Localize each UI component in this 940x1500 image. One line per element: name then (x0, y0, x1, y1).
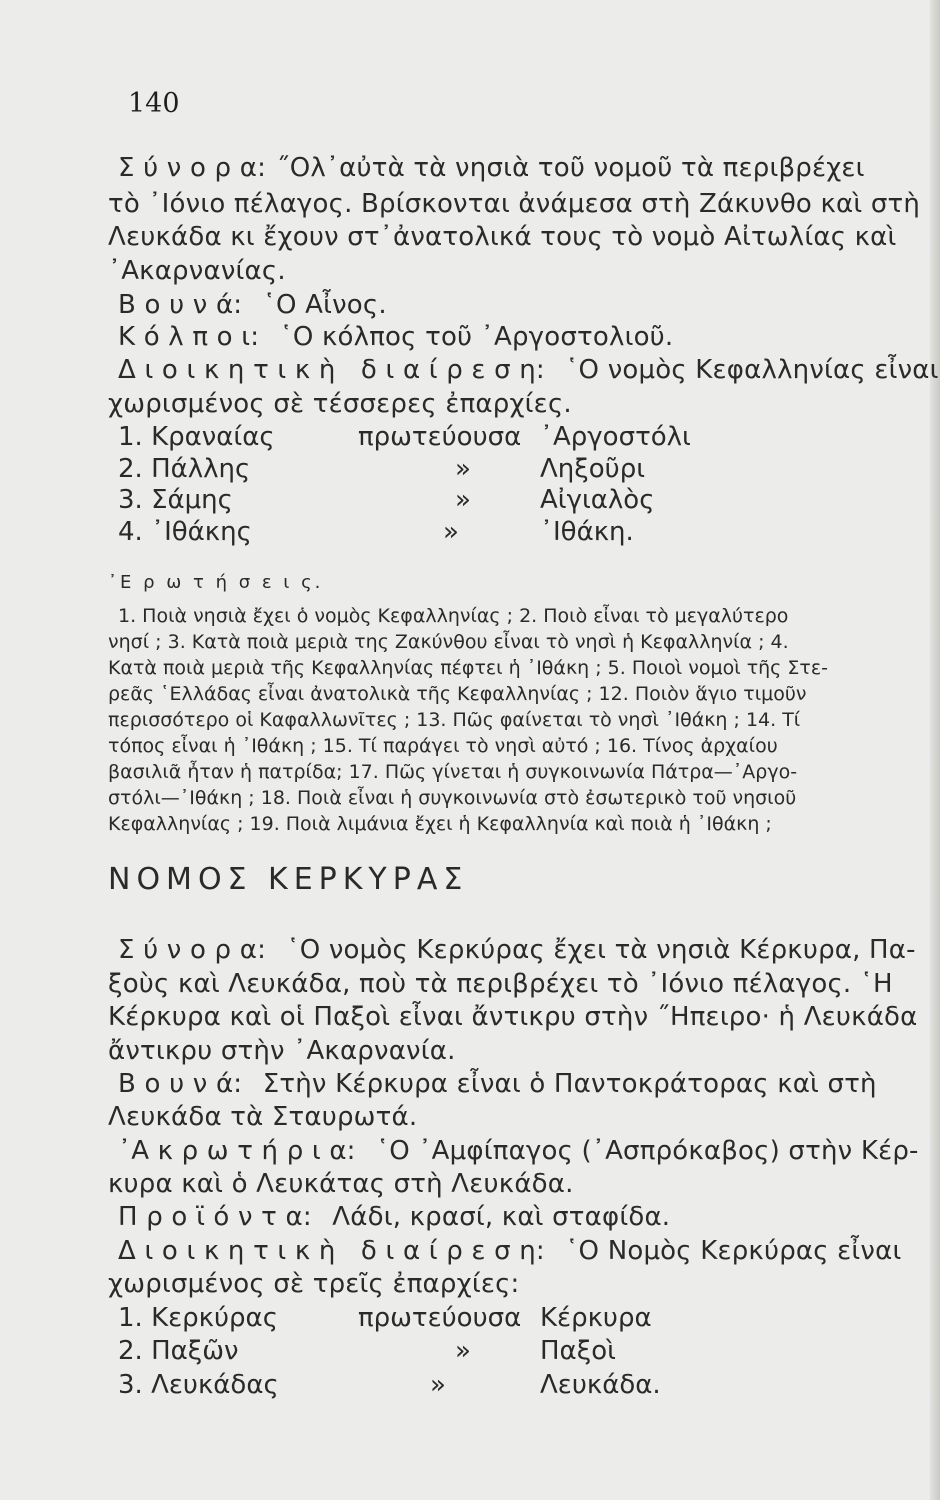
mountains-label: Β ο υ ν ά: (118, 1069, 243, 1099)
gulfs-value: ῾Ο κόλπος τοῦ ᾽Αργοστολιοῦ. (279, 322, 674, 352)
province-name: 4. ᾽Ιθάκης (118, 517, 252, 547)
question-line: νησί ; 3. Κατὰ ποιὰ μεριὰ της Ζακύνθου εἶναι τὸ νησὶ ἡ Κεφαλληνία ; 4. (108, 631, 789, 653)
question-line: βασιλιᾶ ἦταν ἡ πατρίδα; 17. Πῶς γίνεται ἡ συγκοινωνία Πάτρα—᾽Αργο- (108, 761, 798, 783)
section-heading: ΝΟΜΟΣ ΚΕΡΚΥΡΑΣ (108, 862, 469, 897)
province-name: 1. Κερκύρας (118, 1303, 278, 1333)
province-name: 1. Κραναίας (118, 422, 275, 452)
province-capital: Λευκάδα. (540, 1370, 661, 1400)
gulfs-label: Κ ό λ π ο ι: (118, 322, 260, 352)
kerkyra-province-row (0, 1370, 940, 1400)
products-label: Π ρ ο ϊ ό ν τ α: (118, 1202, 312, 1232)
kerkyra-admin-line-2: χωρισμένος σὲ τρεῖς ἐπαρχίες: (108, 1269, 520, 1299)
province-mid: » (455, 1336, 471, 1366)
question-line: 1. Ποιὰ νησιὰ ἔχει ὁ νομὸς Κεφαλληνίας ; 2. Ποιὸ εἶναι τὸ μεγαλύτερο (118, 605, 789, 627)
kefallinia-synopsis-line-2: τὸ ᾽Ιόνιο πέλαγος. Βρίσκονται ἀνάμεσα στὴ Ζάκυνθο καὶ στὴ (108, 189, 921, 219)
synopsis-text: ˝Ολ᾽αὐτὰ τὰ νησιὰ τοῦ νομοῦ τὰ περιβρέχει (276, 153, 865, 183)
province-mid: » (455, 454, 471, 484)
admin-label: Δ ι ο ι κ η τ ι κ ὴ δ ι α ί ρ ε σ η: (118, 1236, 545, 1266)
kerkyra-mountains (118, 1069, 877, 1099)
question-line: στόλι—᾽Ιθάκη ; 18. Ποιὰ εἶναι ἡ συγκοινωνία στὸ ἐσωτερικὸ τοῦ νησιοῦ (108, 787, 797, 809)
province-capital: Αἰγιαλὸς (540, 485, 655, 515)
kerkyra-synopsis-line-3: Κέρκυρα καὶ οἱ Παξοὶ εἶναι ἄντικρυ στὴν ˝Ηπειρο· ἡ Λευκάδα (108, 1002, 918, 1032)
capes-label: ᾽Α κ ρ ω τ ή ρ ι α: (118, 1136, 356, 1166)
kerkyra-mountains-line-2: Λευκάδα τὰ Σταυρωτά. (108, 1102, 418, 1132)
synopsis-label: Σ ύ ν ο ρ α: (118, 153, 267, 183)
admin-value: ῾Ο νομὸς Κεφαλληνίας εἶναι (565, 355, 939, 385)
mountains-value: Στὴν Κέρκυρα εἶναι ὁ Παντοκράτορας καὶ στὴ (262, 1069, 877, 1099)
question-line: περισσότερο οἱ Καφαλλωνῖτες ; 13. Πῶς φαίνεται τὸ νησὶ ᾽Ιθάκη ; 14. Τί (108, 709, 801, 731)
province-name: 3. Λευκάδας (118, 1370, 279, 1400)
kefallinia-synopsis-line-4: ᾽Ακαρνανίας. (108, 256, 286, 286)
kefallinia-province-row (0, 422, 940, 452)
kerkyra-synopsis-line-4: ἄντικρυ στὴν ᾽Ακαρνανία. (108, 1036, 456, 1066)
kerkyra-synopsis-line-2: ξοὺς καὶ Λευκάδα, ποὺ τὰ περιβρέχει τὸ ᾽Ιόνιο πέλαγος. ῾Η (108, 969, 893, 999)
page-number: 140 (128, 88, 180, 119)
kerkyra-products (118, 1202, 670, 1232)
mountains-label: Β ο υ ν ά: (118, 290, 243, 320)
province-mid: » (455, 485, 471, 515)
kefallinia-mountains (118, 290, 387, 320)
questions-label: ᾽Ε ρ ω τ ή σ ε ι ς. (108, 572, 324, 593)
kefallinia-province-row (0, 485, 940, 515)
question-line: ρεᾶς ῾Ελλάδας εἶναι ἀνατολικὰ τῆς Κεφαλληνίας ; 12. Ποιὸν ἅγιο τιμοῦν (108, 683, 807, 705)
admin-label: Δ ι ο ι κ η τ ι κ ὴ δ ι α ί ρ ε σ η: (118, 355, 545, 385)
synopsis-text: ῾Ο νομὸς Κερκύρας ἔχει τὰ νησιὰ Κέρκυρα, Πα- (286, 935, 916, 965)
province-name: 3. Σάμης (118, 485, 233, 515)
kerkyra-capes (118, 1136, 919, 1166)
province-capital: ᾽Αργοστόλι (540, 422, 691, 452)
province-capital: Ληξοῦρι (540, 454, 646, 484)
question-line: Κεφαλληνίας ; 19. Ποιὰ λιμάνια ἔχει ἡ Κεφαλληνία καὶ ποιὰ ἡ ᾽Ιθάκη ; (108, 813, 772, 835)
province-name: 2. Παξῶν (118, 1336, 239, 1366)
kerkyra-province-row (0, 1303, 940, 1333)
province-mid: πρωτεύουσα (358, 422, 522, 452)
kerkyra-synopsis-line-1 (118, 935, 916, 965)
kefallinia-synopsis-line-3: Λευκάδα κι ἔχουν στ᾽ἀνατολικά τους τὸ νομὸ Αἰτωλίας καὶ (108, 222, 897, 252)
kefallinia-admin-line-2: χωρισμένος σὲ τέσσερες ἐπαρχίες. (108, 389, 572, 419)
kefallinia-admin (118, 355, 939, 385)
kefallinia-synopsis-line-1 (108, 153, 865, 183)
kerkyra-capes-line-2: κυρα καὶ ὁ Λευκάτας στὴ Λευκάδα. (108, 1169, 574, 1199)
kefallinia-province-row (0, 454, 940, 484)
kefallinia-gulfs (118, 322, 673, 352)
scan-edge-shadow (930, 0, 940, 1500)
province-mid: » (443, 517, 459, 547)
admin-value: ῾Ο Νομὸς Κερκύρας εἶναι (565, 1236, 902, 1266)
province-capital: Κέρκυρα (540, 1303, 652, 1333)
capes-value: ῾Ο ᾽Αμφίπαγος (᾽Ασπρόκαβος) στὴν Κέρ- (376, 1136, 919, 1166)
kefallinia-province-row (0, 517, 940, 547)
synopsis-label: Σ ύ ν ο ρ α: (118, 935, 267, 965)
province-capital: Παξοὶ (540, 1336, 616, 1366)
province-name: 2. Πάλλης (118, 454, 251, 484)
province-mid: » (430, 1370, 446, 1400)
mountains-value: ῾Ο Αἶνος. (262, 290, 387, 320)
province-mid: πρωτεύουσα (358, 1303, 522, 1333)
kerkyra-admin (118, 1236, 901, 1266)
question-line: Κατὰ ποιὰ μεριὰ τῆς Κεφαλληνίας πέφτει ἡ ᾽Ιθάκη ; 5. Ποιοὶ νομοὶ τῆς Στε- (108, 657, 828, 679)
question-line: τόπος εἶναι ἡ ᾽Ιθάκη ; 15. Τί παράγει τὸ νησὶ αὐτό ; 16. Τίνος ἀρχαίου (108, 735, 778, 757)
kerkyra-province-row (0, 1336, 940, 1366)
province-capital: ᾽Ιθάκη. (540, 517, 634, 547)
products-value: Λάδι, κρασί, καὶ σταφίδα. (332, 1202, 671, 1232)
